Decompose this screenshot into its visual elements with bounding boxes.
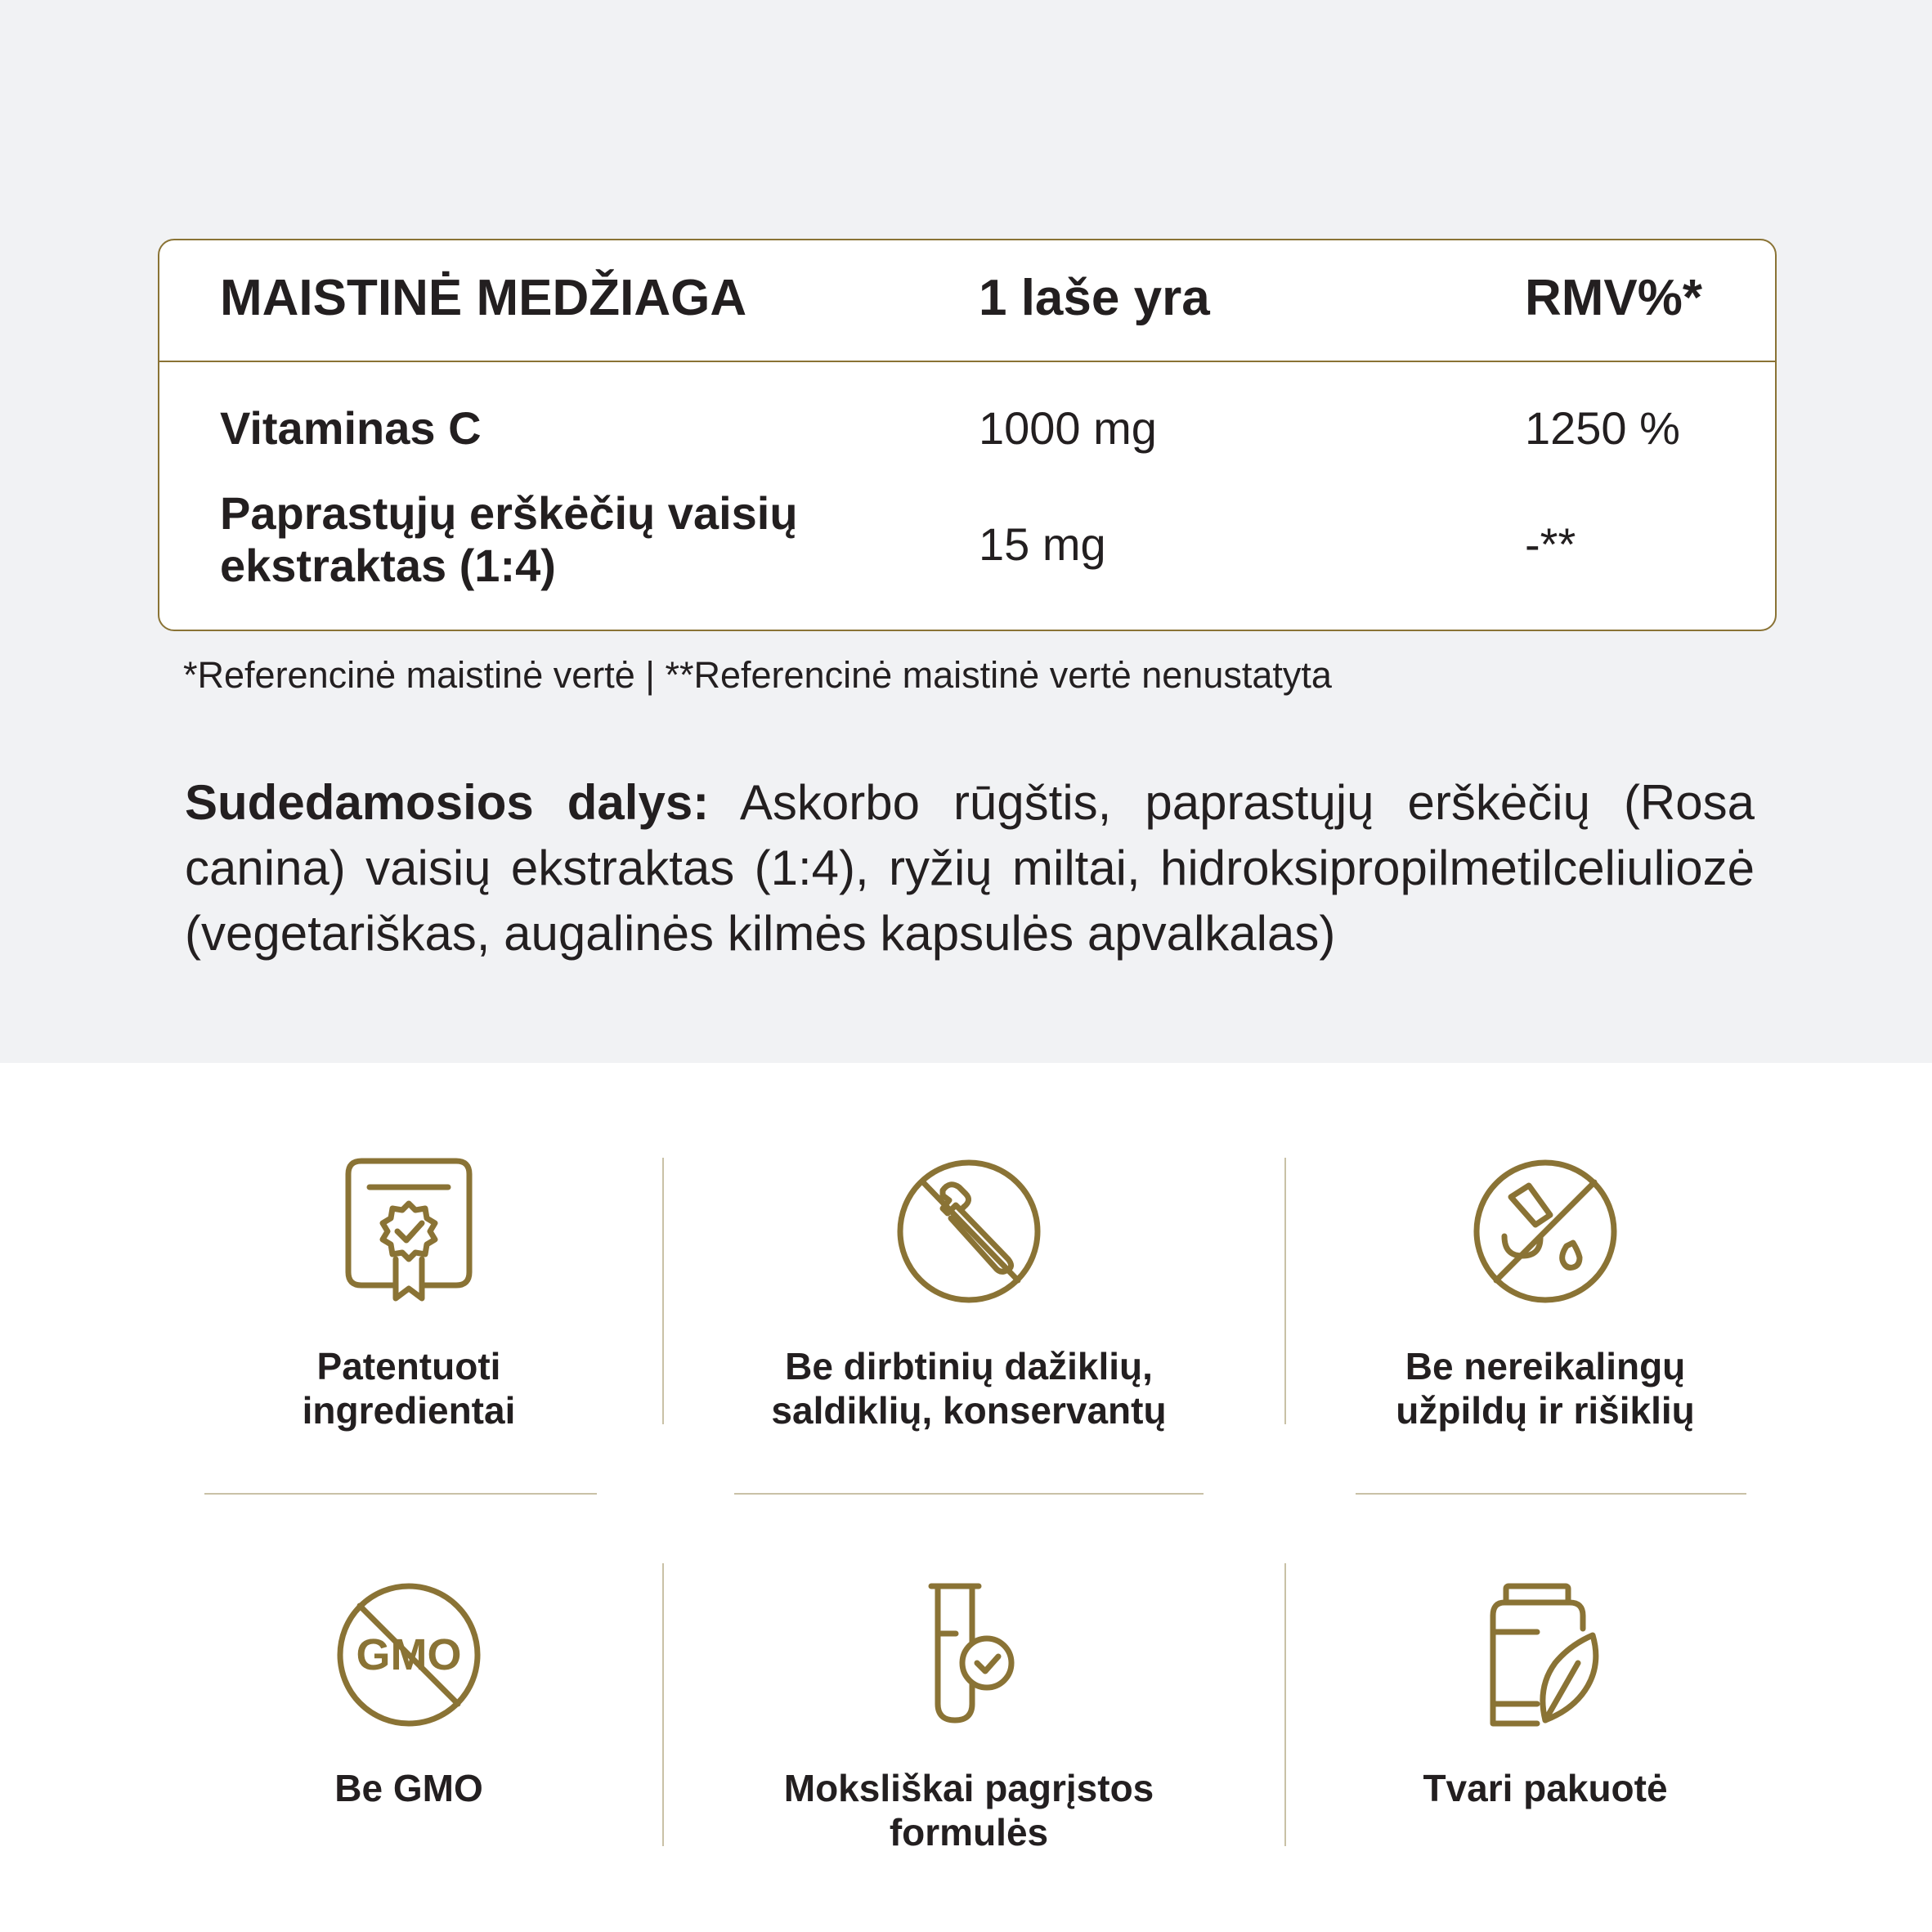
row-amount: 1000 mg <box>979 402 1157 454</box>
divider-horizontal <box>1356 1493 1746 1495</box>
row-nutrient-name: Paprastųjų erškėčių vaisių ekstraktas (1:4) <box>220 487 798 591</box>
no-dropper-icon <box>895 1158 1042 1305</box>
divider-horizontal <box>734 1493 1204 1495</box>
row-rmv: 1250 % <box>1525 402 1680 454</box>
no-gmo-icon <box>335 1581 482 1728</box>
row-rmv: -** <box>1525 518 1576 570</box>
eco-jar-leaf-icon <box>1488 1581 1603 1728</box>
divider-vertical <box>1284 1563 1286 1846</box>
header-rmv: RMV%* <box>1525 270 1703 326</box>
ingredients-label: Sudedamosios dalys: <box>185 775 710 830</box>
feature-sustainable-packaging <box>1341 1581 1750 1810</box>
feature-no-artificial-additives <box>719 1158 1218 1432</box>
feature-caption: Moksliškai pagrįstos formulės <box>783 1767 1154 1854</box>
row-nutrient-name: Vitaminas C <box>220 402 482 454</box>
table-header <box>159 240 1775 362</box>
ingredients-paragraph <box>185 770 1755 966</box>
header-nutrient: MAISTINĖ MEDŽIAGA <box>220 270 747 326</box>
divider-vertical <box>662 1158 664 1424</box>
row-amount: 15 mg <box>979 518 1106 570</box>
certificate-badge-icon <box>343 1158 474 1305</box>
divider-vertical <box>1284 1158 1286 1424</box>
feature-patented-ingredients <box>204 1158 613 1432</box>
table-footnote: *Referencinė maistinė vertė | **Referencinė maistinė vertė nenustatyta <box>183 654 1332 696</box>
header-per-drop: 1 laše yra <box>979 270 1210 326</box>
divider-horizontal <box>204 1493 597 1495</box>
feature-no-fillers <box>1341 1158 1750 1432</box>
feature-no-gmo <box>204 1581 613 1810</box>
feature-caption: Be nereikalingų užpildų ir rišiklių <box>1396 1345 1695 1432</box>
divider-vertical <box>662 1563 664 1846</box>
nutrition-table <box>158 239 1777 631</box>
gmo-icon-text: GMO <box>356 1630 462 1679</box>
test-tube-check-icon <box>920 1581 1018 1728</box>
feature-caption: Patentuoti ingredientai <box>302 1345 516 1432</box>
ingredients-text: Askorbo rūgštis, paprastųjų erškėčių (Rosa canina) vaisių ekstraktas (1:4), ryžių miltai, hidroksipropilmetilceliuliozė (vegetariškas, augalinės kilmės kapsulės apvalkalas) <box>185 775 1755 961</box>
feature-caption: Tvari pakuotė <box>1423 1767 1668 1809</box>
feature-caption: Be dirbtinių dažiklių, saldiklių, konservantų <box>771 1345 1167 1432</box>
feature-science-based <box>719 1581 1218 1854</box>
feature-caption: Be GMO <box>334 1767 483 1809</box>
no-filler-icon <box>1472 1158 1619 1305</box>
